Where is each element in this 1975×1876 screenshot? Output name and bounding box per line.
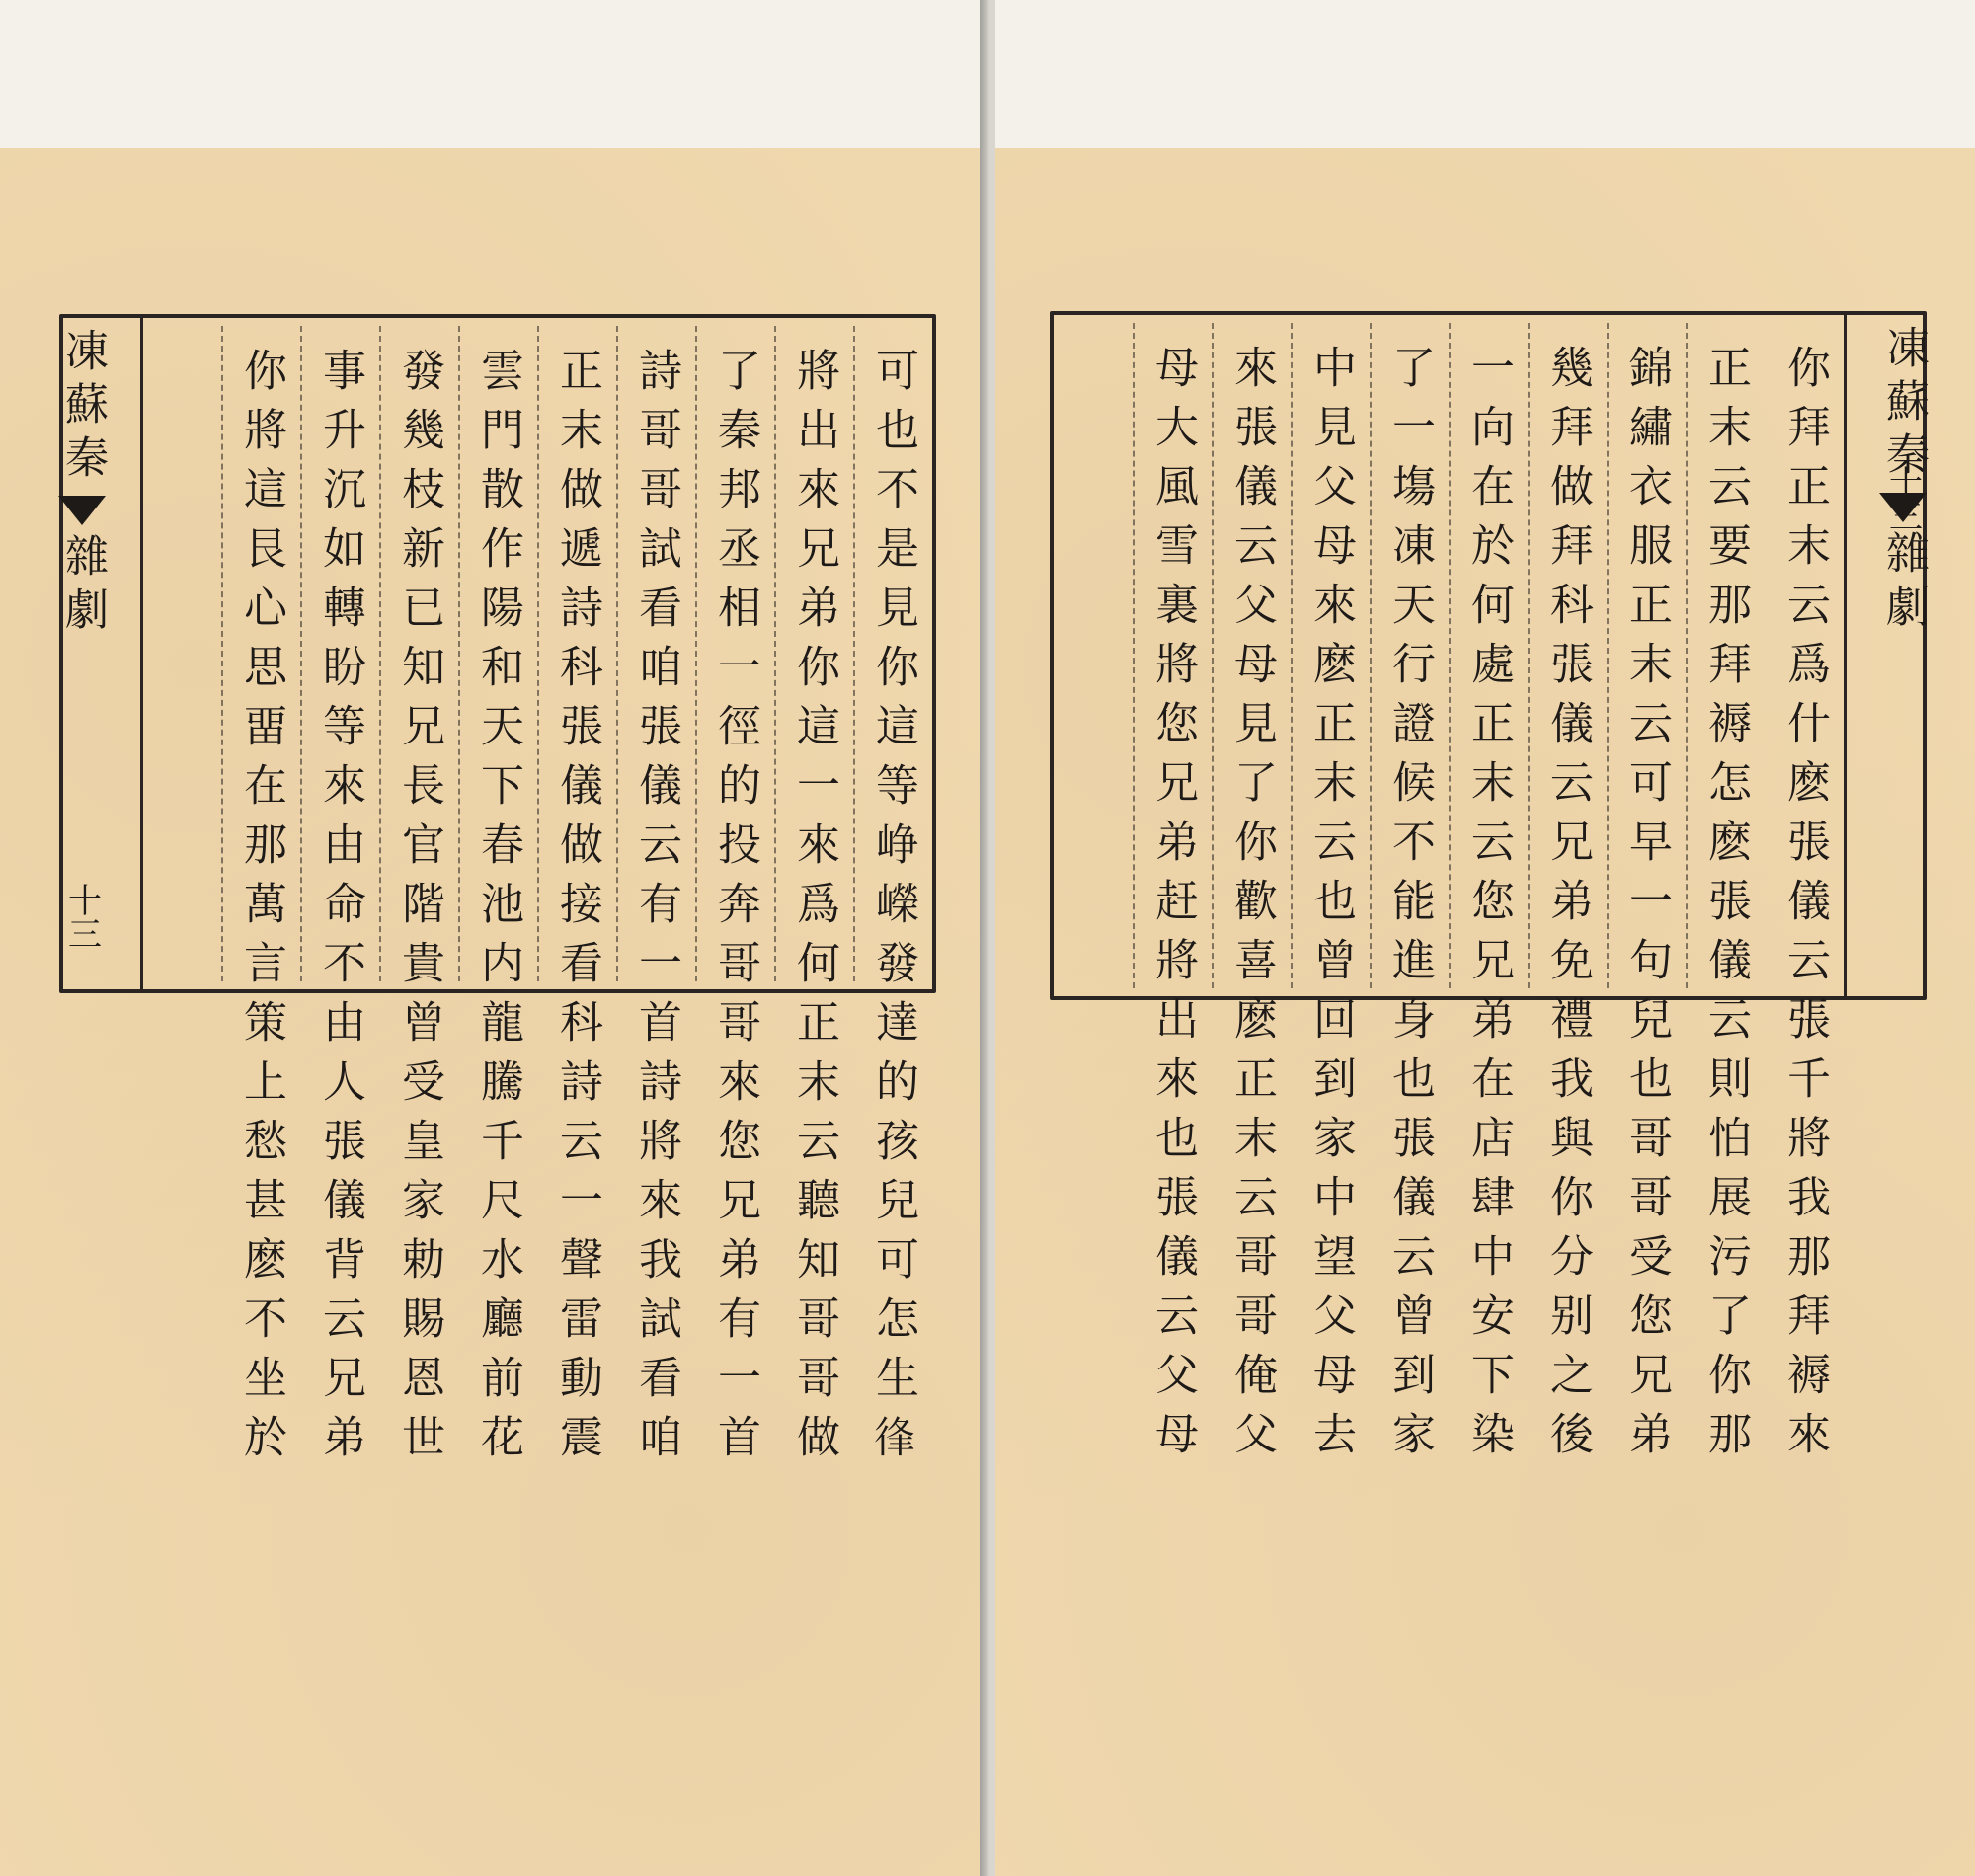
fishtail-mark-icon: [58, 496, 106, 525]
right-banxin: [1844, 315, 1962, 996]
banxin-page-number: 十三: [1882, 465, 1923, 532]
column-text: 雲門散作陽和天下春池内龍騰千尺水廳前花: [473, 348, 523, 1473]
banxin-page-number: 十三: [61, 883, 102, 950]
left-page-frame: [57, 314, 936, 1473]
left-page: [0, 148, 980, 1876]
text-column: [300, 318, 379, 1473]
text-column: [1291, 315, 1370, 1470]
column-text: 你拜正末云爲什麽張儀云張千將我那拜褥來: [1779, 345, 1830, 1470]
banxin-title: 凍蘇秦: [57, 328, 108, 488]
text-column: [1370, 315, 1449, 1470]
column-text: 了秦邦丞相一徑的投奔哥哥來您兄弟有一首: [710, 348, 760, 1473]
banxin-section: 雜劇: [57, 533, 108, 640]
column-text: 事升沉如轉盼等來由命不由人張儀背云兄弟: [315, 348, 365, 1473]
left-banxin: [24, 318, 140, 989]
column-text: 一向在於何處正末云您兄弟在店肆中安下染: [1463, 345, 1514, 1470]
column-text: 將出來兄弟你這一來爲何正末云聽知哥哥做: [789, 348, 839, 1473]
text-column: [616, 318, 695, 1473]
text-column: [458, 318, 537, 1473]
banxin-border: [140, 318, 143, 989]
column-text: 了一塲凍天行證候不能進身也張儀云曾到家: [1384, 345, 1435, 1470]
column-text: 你將這艮心思畱在那萬言策上愁甚麽不坐於: [236, 348, 286, 1473]
column-text: 中見父母來麽正末云也曾回到家中望父母去: [1305, 345, 1356, 1470]
banxin-section: 雜劇: [1878, 530, 1929, 637]
text-column: [379, 318, 458, 1473]
column-text: 母大風雪裏將您兄弟赶將出來也張儀云父母: [1147, 345, 1198, 1470]
text-column: [221, 318, 300, 1473]
right-page-frame: [1050, 311, 1929, 1470]
column-text: 幾拜做拜科張儀云兄弟免禮我與你分别之後: [1542, 345, 1593, 1470]
text-column: [1528, 315, 1607, 1470]
text-column: [853, 318, 932, 1473]
column-text: 正末云要那拜褥怎麽張儀云則怕展污了你那: [1700, 345, 1751, 1470]
column-text: 可也不是見你這等峥嶸發達的孩兒可怎生𢓱: [868, 348, 918, 1473]
text-column: [1607, 315, 1686, 1470]
right-page: [995, 148, 1975, 1876]
column-text: 詩哥哥試看咱張儀云有一首詩將來我試看咱: [631, 348, 681, 1473]
text-column: [774, 318, 853, 1473]
text-column: [537, 318, 616, 1473]
text-column: [695, 318, 774, 1473]
text-column: [1686, 315, 1765, 1470]
banxin-title: 凍蘇秦: [1878, 325, 1929, 485]
column-text: 來張儀云父母見了你歡喜麽正末云哥哥俺父: [1226, 345, 1277, 1470]
column-text: 發幾枝新已知兄長官階貴曾受皇家勅賜恩世: [394, 348, 444, 1473]
text-column: [1133, 315, 1212, 1470]
text-column: [1449, 315, 1528, 1470]
book-gutter: [980, 0, 989, 1876]
column-text: 錦繡衣服正末云可早一句兒也哥哥受您兄弟: [1621, 345, 1672, 1470]
column-text: 正末做遞詩科張儀做接看科詩云一聲雷動震: [552, 348, 602, 1473]
text-column: [1212, 315, 1291, 1470]
text-column: [1765, 315, 1844, 1470]
